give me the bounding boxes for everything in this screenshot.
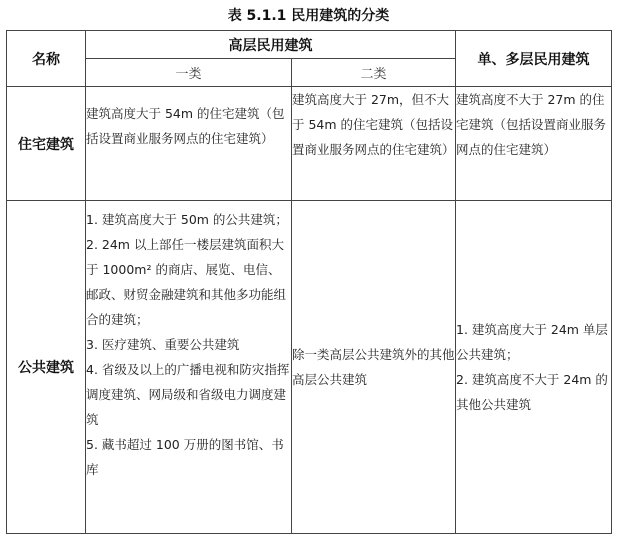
header-name: 名称 — [7, 31, 86, 87]
row-label-public: 公共建筑 — [7, 201, 86, 534]
table-row — [7, 201, 612, 534]
header-class-one: 一类 — [86, 59, 292, 87]
public-class-one-item: 3. 医疗建筑、重要公共建筑 — [86, 337, 240, 352]
public-low-multi — [456, 201, 612, 534]
header-high-rise: 高层民用建筑 — [86, 31, 456, 59]
row-label-residential: 住宅建筑 — [7, 87, 86, 201]
public-class-one — [86, 201, 292, 534]
header-class-two: 二类 — [292, 59, 456, 87]
table-row — [7, 87, 612, 201]
public-class-one-item: 2. 24m 以上部任一楼层建筑面积大于 1000m² 的商店、展览、电信、邮政、财贸金融建筑和其他多功能组合的建筑； — [86, 237, 287, 327]
public-class-one-item: 4. 省级及以上的广播电视和防灾指挥调度建筑、网局级和省级电力调度建筑 — [86, 362, 290, 427]
residential-class-one: 建筑高度大于 54m 的住宅建筑（包括设置商业服务网点的住宅建筑） — [86, 87, 292, 201]
table-caption: 表 5.1.1 民用建筑的分类 — [227, 8, 390, 24]
public-class-two: 除一类高层公共建筑外的其他高层公共建筑 — [292, 201, 456, 534]
residential-low-multi: 建筑高度不大于 27m 的住宅建筑（包括设置商业服务网点的住宅建筑） — [456, 87, 612, 201]
public-low-multi-item: 1. 建筑高度大于 24m 单层公共建筑； — [456, 322, 608, 362]
building-classification-table — [6, 30, 612, 534]
public-class-one-item: 1. 建筑高度大于 50m 的公共建筑； — [86, 212, 288, 227]
public-low-multi-item: 2. 建筑高度不大于 24m 的其他公共建筑 — [456, 372, 608, 412]
residential-class-two: 建筑高度大于 27m，但不大于 54m 的住宅建筑（包括设置商业服务网点的住宅建筑） — [292, 87, 456, 201]
public-class-one-item: 5. 藏书超过 100 万册的图书馆、书库 — [86, 437, 284, 477]
header-low-multi: 单、多层民用建筑 — [456, 31, 612, 87]
